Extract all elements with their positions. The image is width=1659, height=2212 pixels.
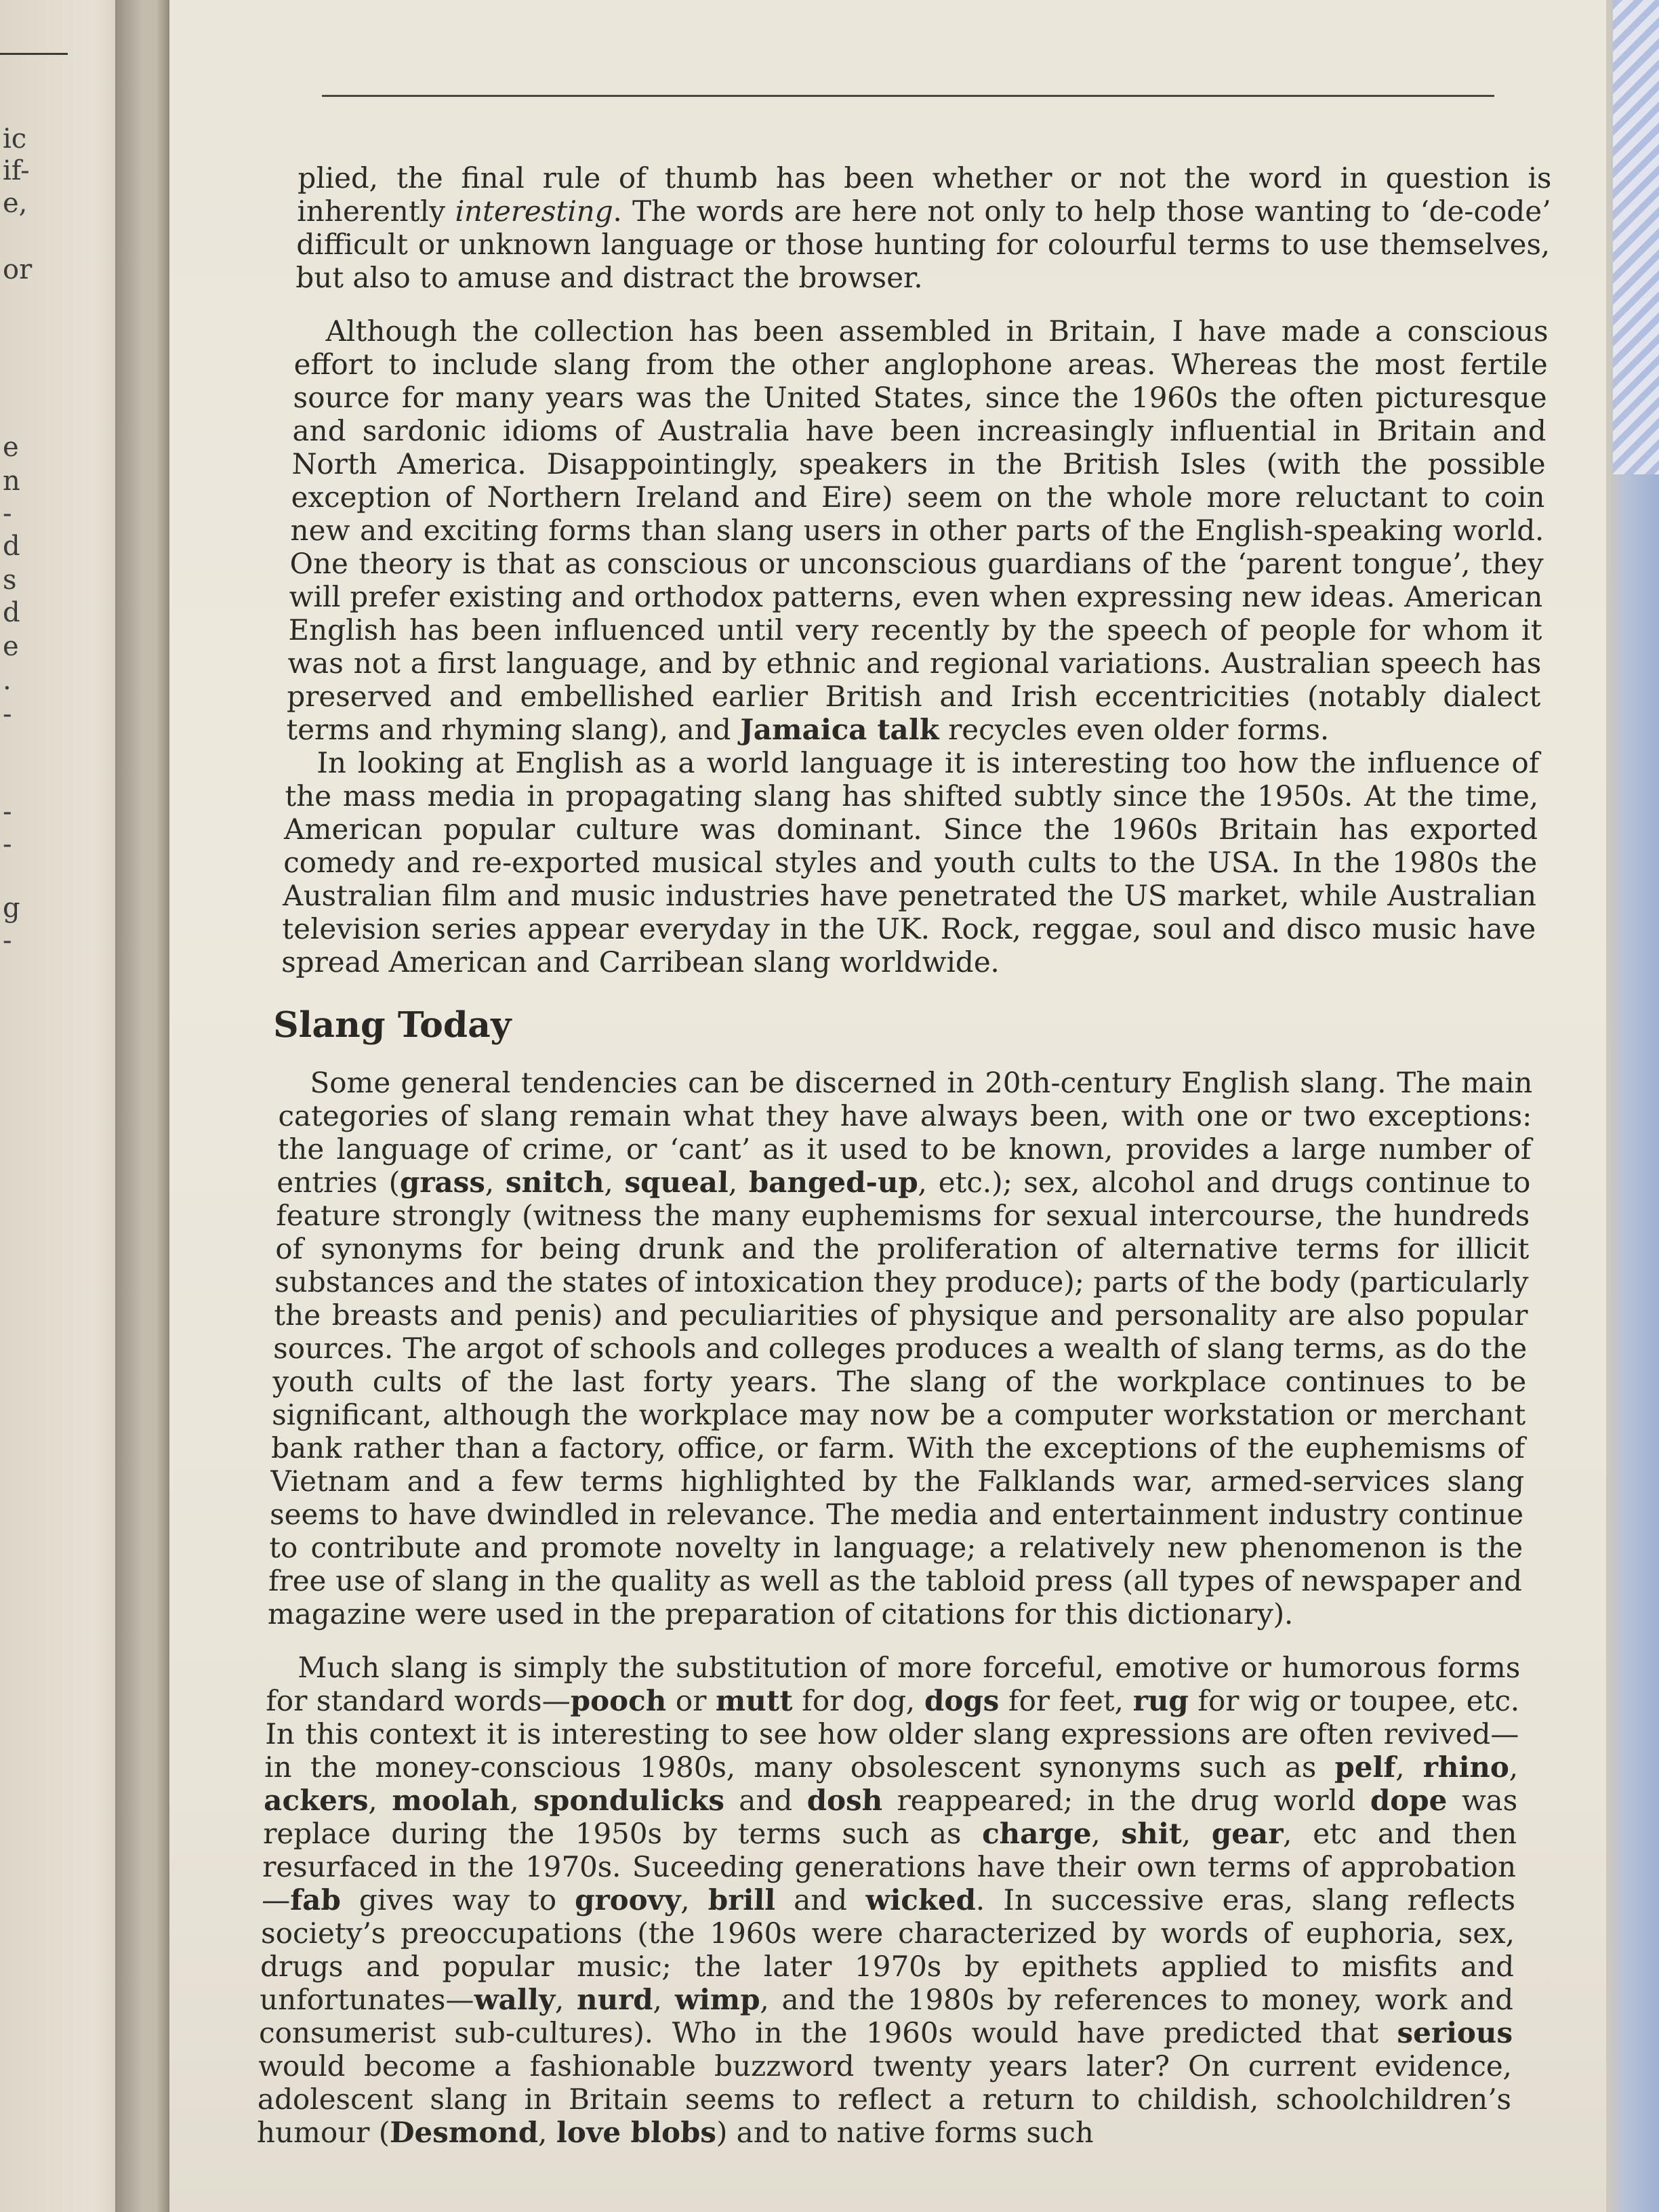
left-fragment: - bbox=[3, 925, 12, 956]
background-cloth bbox=[1606, 0, 1659, 2212]
text-run: gives way to bbox=[340, 1883, 575, 1917]
slang-term: wicked bbox=[865, 1883, 977, 1917]
text-run: , bbox=[1091, 1817, 1122, 1850]
slang-term: pooch bbox=[570, 1684, 667, 1717]
header-rule bbox=[322, 95, 1494, 97]
left-fragment: - bbox=[3, 829, 12, 860]
text-run: would become a fashionable buzzword twenty years later? On current evidence, adolescent slang in Britain seems to reflect a return to childish, schoolchildren’s humour ( bbox=[256, 2049, 1513, 2149]
slang-term: brill bbox=[708, 1883, 776, 1917]
left-fragment: - bbox=[3, 796, 12, 827]
slang-term: spondulicks bbox=[533, 1784, 725, 1817]
text-run: , bbox=[653, 1983, 676, 2016]
emphasis: interesting bbox=[455, 194, 614, 228]
slang-term: charge bbox=[981, 1817, 1092, 1850]
text-run: , bbox=[510, 1784, 534, 1817]
left-fragment: or bbox=[3, 254, 33, 285]
text-run: , bbox=[1395, 1750, 1424, 1784]
slang-term: dogs bbox=[924, 1684, 1000, 1717]
striped-fabric bbox=[1613, 0, 1659, 474]
slang-term: dosh bbox=[806, 1784, 883, 1817]
slang-term: serious bbox=[1396, 2016, 1513, 2049]
text-run: Some general tendencies can be discerned in 20th-century English slang. The main categories of slang remain what they have always been, with one or two exceptions: the language of crime, or ‘cant’ as it used to be known, provides a large number of entries ( bbox=[276, 1066, 1534, 1199]
left-page-rule bbox=[0, 53, 68, 55]
slang-term: moolah bbox=[391, 1784, 511, 1817]
slang-term: snitch bbox=[505, 1166, 605, 1199]
left-fragment: - bbox=[3, 498, 12, 529]
text-run: , bbox=[680, 1883, 709, 1917]
text-run: , bbox=[554, 1983, 577, 2016]
left-fragment: d bbox=[3, 531, 20, 562]
text-run: was replace during the 1950s by terms such as bbox=[262, 1784, 1518, 1850]
slang-term: Desmond bbox=[389, 2116, 539, 2149]
text-run: for feet, bbox=[998, 1684, 1134, 1717]
text-run: , bbox=[604, 1166, 626, 1199]
section-heading: Slang Today bbox=[272, 1004, 512, 1046]
slang-term: Jamaica talk bbox=[739, 713, 940, 746]
text-run: Although the collection has been assembled in Britain, I have made a conscious effort to include slang from the other anglophone areas. Whereas the most fertile source for many years was the United States, since the 1960s the often picturesque and sardonic idioms of Australia have been increasingly influential in Britain and North America. Disappointingly, speakers in the British Isles (with the possible exception of Northern Ireland and Eire) seem on the whole more reluctant to coin new and exciting forms than slang users in other parts of the English-speaking world. One theory is that as conscious or unconscious guardians of the ‘parent tongue’, they will prefer existing and orthodox patterns, even when expressing new ideas. American English has been influenced until very recently by the speech of people for whom it was not a first language, and by ethnic and regional variations. Australian speech has preserved and embellished earlier British and Irish eccentricities (notably dialect terms and rhyming slang), and bbox=[285, 314, 1549, 746]
text-run: , etc and then resurfaced in the 1970s. Suceeding generations have their own terms of approbation— bbox=[261, 1817, 1517, 1917]
left-fragment: e, bbox=[3, 188, 28, 219]
text-run: , bbox=[1509, 1750, 1519, 1784]
paragraph bbox=[295, 161, 1552, 294]
text-run: for dog, bbox=[792, 1684, 925, 1717]
text-run: recycles even older forms. bbox=[939, 713, 1330, 746]
slang-term: ackers bbox=[263, 1784, 369, 1817]
slang-term: pelf bbox=[1334, 1750, 1397, 1784]
slang-term: wally bbox=[473, 1983, 556, 2016]
left-fragment: . bbox=[3, 665, 12, 696]
text-run: plied, the final rule of thumb has been whether or not the word in question is inherently bbox=[296, 161, 1552, 228]
text-run: . The words are here not only to help those wanting to ‘de-code’ difficult or unknown language or those hunting for colourful terms to use themselves, but also to amuse and distract the browser. bbox=[295, 194, 1551, 294]
left-fragment: e bbox=[3, 631, 19, 662]
slang-term: rug bbox=[1132, 1684, 1189, 1717]
slang-term: nurd bbox=[576, 1983, 654, 2016]
slang-term: wimp bbox=[674, 1983, 761, 2016]
slang-term: banged-up bbox=[748, 1166, 919, 1199]
paragraph bbox=[257, 1651, 1521, 2149]
text-run: . In successive eras, slang reflects society’s preoccupations (the 1960s were characterized by words of euphoria, sex, drugs and popular music; the later 1970s by epithets applied to misfits and unfortunates— bbox=[259, 1883, 1516, 2016]
slang-term: mutt bbox=[715, 1684, 794, 1717]
book-gutter-shadow bbox=[115, 0, 176, 2212]
left-fragment: d bbox=[3, 597, 20, 628]
left-fragment: ic bbox=[3, 123, 27, 155]
page-text bbox=[256, 161, 1552, 2169]
paragraph bbox=[281, 746, 1540, 979]
text-run: , bbox=[537, 2116, 557, 2149]
slang-term: gear bbox=[1211, 1817, 1284, 1850]
text-run: reappeared; in the drug world bbox=[882, 1784, 1371, 1817]
text-run: ) and to native forms such bbox=[716, 2116, 1094, 2149]
text-run: , and the 1980s by references to money, work and consumerist sub-cultures). Who in the 1960s would have predicted that bbox=[258, 1983, 1514, 2049]
text-run: , bbox=[728, 1166, 750, 1199]
text-run: for wig or toupee, etc. In this context it is interesting to see how older slang expressions are often revived—in the money-conscious 1980s, many obsolescent synonyms such as bbox=[264, 1684, 1520, 1784]
slang-term: rhino bbox=[1422, 1750, 1510, 1784]
text-run: , etc.); sex, alcohol and drugs continue to feature strongly (witness the many euphemisms for sexual intercourse, the hundreds of synonyms for being drunk and the proliferation of alternative terms for illicit substances and the states of intoxication they produce); parts of the body (particularly the breasts and penis) and peculiarities of physique and personality are also popular sources. The argot of schools and colleges produces a wealth of slang terms, as do the youth cults of the last forty years. The slang of the workplace continues to be significant, although the workplace may now be a computer workstation or merchant bank rather than a factory, office, or farm. With the exceptions of the euphemisms of Vietnam and a few terms highlighted by the Falklands war, armed-services slang seems to have dwindled in relevance. The media and entertainment industry continue to contribute and promote novelty in language; a relatively new phenomenon is the free use of slang in the quality as well as the tabloid press (all types of newspaper and magazine were used in the preparation of citations for this dictionary). bbox=[267, 1166, 1531, 1631]
slang-term: grass bbox=[399, 1166, 486, 1199]
text-run: , bbox=[368, 1784, 392, 1817]
text-run: or bbox=[665, 1684, 716, 1717]
slang-term: shit bbox=[1121, 1817, 1183, 1850]
text-run: , bbox=[485, 1166, 506, 1199]
text-run: and bbox=[775, 1883, 866, 1917]
left-fragment: - bbox=[3, 699, 12, 730]
left-fragment: e bbox=[3, 432, 19, 463]
text-run: In looking at English as a world language it is interesting too how the influence of the mass media in propagating slang has shifted subtly since the 1950s. At the time, American popular culture was dominant. Since the 1960s Britain has exported comedy and re-exported musical styles and youth cults to the USA. In the 1980s the Australian film and music industries have penetrated the US market, while Australian television series appear everyday in the UK. Rock, reggae, soul and disco music have spread American and Carribean slang worldwide. bbox=[281, 746, 1540, 979]
slang-term: fab bbox=[289, 1883, 342, 1917]
left-fragment: n bbox=[3, 466, 20, 497]
slang-term: groovy bbox=[574, 1883, 682, 1917]
slang-term: squeal bbox=[624, 1166, 729, 1199]
paragraph bbox=[286, 314, 1549, 746]
slang-term: dope bbox=[1370, 1784, 1448, 1817]
left-fragment: g bbox=[3, 893, 20, 924]
text-run: , bbox=[1181, 1817, 1212, 1850]
slang-term: love blobs bbox=[556, 2116, 717, 2149]
left-fragment: s bbox=[3, 565, 17, 596]
left-fragment: if- bbox=[3, 155, 30, 186]
paragraph bbox=[268, 1066, 1533, 1631]
text-run: Much slang is simply the substitution of more forceful, emotive or humorous forms for standard words— bbox=[265, 1651, 1521, 1717]
text-run: and bbox=[724, 1784, 808, 1817]
